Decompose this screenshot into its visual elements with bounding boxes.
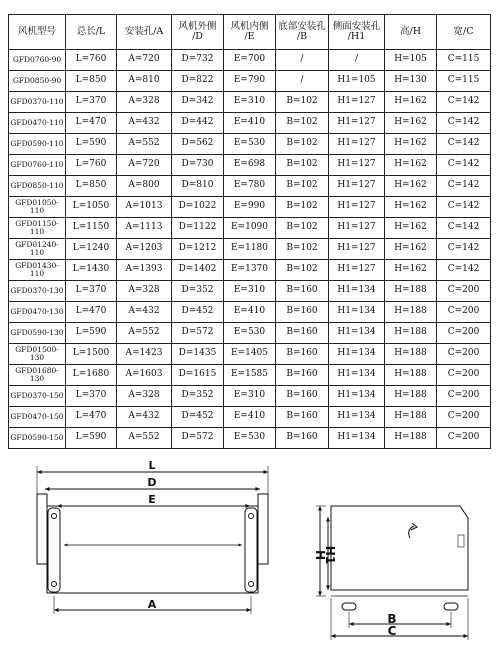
table-cell: L=760 (66, 155, 117, 176)
label-H: H (313, 549, 327, 561)
table-cell: E=310 (224, 92, 276, 113)
model-cell: GFD01500-130 (9, 344, 66, 365)
table-cell: L=590 (66, 134, 117, 155)
left-flange (37, 494, 47, 564)
table-cell: D=732 (172, 50, 224, 71)
table-row (9, 344, 491, 365)
table-cell: H1=134 (329, 386, 385, 407)
table-cell: B=160 (276, 386, 329, 407)
model-cell: GFD0470-130 (9, 302, 66, 323)
table-cell: D=562 (172, 134, 224, 155)
side-outline (331, 506, 468, 590)
table-cell: C=142 (437, 218, 491, 239)
table-cell: A=1393 (117, 260, 172, 281)
table-cell: E=310 (224, 281, 276, 302)
table-cell: D=1212 (172, 239, 224, 260)
right-end-plate (245, 508, 257, 592)
table-cell: L=1050 (66, 197, 117, 218)
table-cell: D=352 (172, 386, 224, 407)
table-cell: H1=127 (329, 113, 385, 134)
table-cell: H=188 (385, 302, 437, 323)
table-row (9, 197, 491, 218)
table-cell: L=850 (66, 176, 117, 197)
label-D: D (147, 476, 157, 489)
fan-body (47, 506, 258, 593)
table-cell: L=850 (66, 71, 117, 92)
table-cell: A=720 (117, 50, 172, 71)
table-cell: C=142 (437, 197, 491, 218)
table-cell: A=1203 (117, 239, 172, 260)
table-cell: A=1603 (117, 365, 172, 386)
column-header: 底部安装孔 /B (276, 15, 329, 50)
table-cell: B=102 (276, 113, 329, 134)
table-row (9, 302, 491, 323)
table-cell: H=162 (385, 92, 437, 113)
model-cell: GFD0370-130 (9, 281, 66, 302)
table-cell: H=162 (385, 260, 437, 281)
foot-slot (342, 603, 356, 610)
label-C: C (387, 624, 397, 638)
table-row (9, 281, 491, 302)
table-cell: C=142 (437, 134, 491, 155)
table-cell: D=572 (172, 323, 224, 344)
table-row (9, 365, 491, 386)
table-cell: D=452 (172, 302, 224, 323)
table-cell: B=160 (276, 281, 329, 302)
right-flange (258, 494, 268, 564)
table-cell: E=990 (224, 197, 276, 218)
model-cell: GFD0470-110 (9, 113, 66, 134)
table-cell: B=102 (276, 239, 329, 260)
model-cell: GFD01150-110 (9, 218, 66, 239)
table-row (9, 428, 491, 449)
table-cell: H1=134 (329, 323, 385, 344)
table-cell: H=188 (385, 365, 437, 386)
table-cell: C=115 (437, 50, 491, 71)
table-cell: E=700 (224, 50, 276, 71)
table-cell: H=162 (385, 155, 437, 176)
column-header: 安装孔/A (117, 15, 172, 50)
table-cell: L=370 (66, 386, 117, 407)
model-cell: GFD01240-110 (9, 239, 66, 260)
table-row (9, 92, 491, 113)
table-cell: D=1435 (172, 344, 224, 365)
table-cell: B=160 (276, 407, 329, 428)
table-cell: D=1122 (172, 218, 224, 239)
table-cell: E=1405 (224, 344, 276, 365)
table-cell: B=160 (276, 344, 329, 365)
table-cell: H1=127 (329, 197, 385, 218)
table-cell: L=1430 (66, 260, 117, 281)
model-cell: GFD0370-110 (9, 92, 66, 113)
table-cell: E=1180 (224, 239, 276, 260)
table-cell: D=342 (172, 92, 224, 113)
table-cell: C=142 (437, 92, 491, 113)
table-cell: H1=134 (329, 365, 385, 386)
table-cell: C=200 (437, 428, 491, 449)
mount-hole (52, 582, 57, 587)
table-row (9, 134, 491, 155)
table-cell: E=530 (224, 323, 276, 344)
table-cell: H=162 (385, 218, 437, 239)
table-cell: D=442 (172, 113, 224, 134)
model-cell: GFD0470-150 (9, 407, 66, 428)
label-H1: H1 (323, 545, 337, 565)
model-cell: GFD0850-110 (9, 176, 66, 197)
table-cell: B=102 (276, 134, 329, 155)
table-row (9, 176, 491, 197)
table-cell: L=470 (66, 407, 117, 428)
table-cell: A=800 (117, 176, 172, 197)
left-end-plate (48, 508, 60, 592)
table-cell: A=1423 (117, 344, 172, 365)
table-cell: D=572 (172, 428, 224, 449)
table-cell: H1=127 (329, 260, 385, 281)
table-row (9, 323, 491, 344)
table-cell: C=200 (437, 281, 491, 302)
table-cell: D=822 (172, 71, 224, 92)
table-cell: C=200 (437, 386, 491, 407)
model-cell: GFD0850-90 (9, 71, 66, 92)
label-B: B (387, 612, 397, 626)
mount-hole (249, 514, 254, 519)
table-row (9, 386, 491, 407)
table-cell: A=432 (117, 302, 172, 323)
table-cell: D=1402 (172, 260, 224, 281)
table-cell: H1=127 (329, 155, 385, 176)
table-cell: H1=127 (329, 176, 385, 197)
table-cell: E=530 (224, 428, 276, 449)
table-cell: L=1240 (66, 239, 117, 260)
table-cell: B=102 (276, 176, 329, 197)
table-cell: L=370 (66, 92, 117, 113)
model-cell: GFD0590-150 (9, 428, 66, 449)
table-cell: H1=134 (329, 428, 385, 449)
table-cell: D=1022 (172, 197, 224, 218)
table-cell: / (329, 50, 385, 71)
table-cell: H1=105 (329, 71, 385, 92)
column-header: 总长/L (66, 15, 117, 50)
table-cell: B=102 (276, 92, 329, 113)
table-cell: B=102 (276, 197, 329, 218)
table-cell: E=1090 (224, 218, 276, 239)
table-cell: H=162 (385, 113, 437, 134)
table-cell: H=105 (385, 50, 437, 71)
table-cell: L=470 (66, 113, 117, 134)
table-cell: L=1150 (66, 218, 117, 239)
table-cell: H=188 (385, 428, 437, 449)
dimension-drawing (0, 458, 496, 651)
table-row (9, 71, 491, 92)
table-cell: L=470 (66, 302, 117, 323)
table-row (9, 218, 491, 239)
table-cell: L=590 (66, 428, 117, 449)
table-cell: C=200 (437, 302, 491, 323)
table-cell: / (276, 71, 329, 92)
side-tag (458, 535, 464, 547)
table-cell: D=730 (172, 155, 224, 176)
table-cell: H1=127 (329, 134, 385, 155)
table-cell: D=352 (172, 281, 224, 302)
table-cell: H=188 (385, 281, 437, 302)
table-cell: E=790 (224, 71, 276, 92)
table-cell: C=200 (437, 323, 491, 344)
table-cell: H=188 (385, 386, 437, 407)
table-cell: B=102 (276, 260, 329, 281)
table-cell: H1=127 (329, 239, 385, 260)
table-cell: E=530 (224, 134, 276, 155)
table-cell: A=432 (117, 407, 172, 428)
table-cell: H=188 (385, 323, 437, 344)
table-row (9, 239, 491, 260)
table-cell: A=1013 (117, 197, 172, 218)
table-row (9, 113, 491, 134)
table-cell: D=1615 (172, 365, 224, 386)
table-cell: H=162 (385, 134, 437, 155)
table-cell: L=760 (66, 50, 117, 71)
label-E: E (148, 493, 156, 506)
table-cell: H1=127 (329, 92, 385, 113)
label-L: L (148, 459, 156, 472)
model-cell: GFD0590-110 (9, 134, 66, 155)
table-cell: A=552 (117, 428, 172, 449)
table-cell: C=200 (437, 344, 491, 365)
column-header: 风机型号 (9, 15, 66, 50)
table-cell: L=1680 (66, 365, 117, 386)
table-cell: A=432 (117, 113, 172, 134)
table-cell: H=162 (385, 197, 437, 218)
column-header: 风机内侧 /E (224, 15, 276, 50)
table-row (9, 155, 491, 176)
table-cell: H1=127 (329, 218, 385, 239)
table-cell: E=1370 (224, 260, 276, 281)
model-cell: GFD0370-150 (9, 386, 66, 407)
column-header: 宽/C (437, 15, 491, 50)
table-cell: B=102 (276, 218, 329, 239)
model-cell: GFD0590-130 (9, 323, 66, 344)
mount-hole (52, 514, 57, 519)
column-header: 高/H (385, 15, 437, 50)
table-cell: H1=134 (329, 407, 385, 428)
header-row (9, 15, 491, 50)
column-header: 风机外侧 /D (172, 15, 224, 50)
table-row (9, 50, 491, 71)
table-body (9, 50, 491, 449)
table-cell: B=160 (276, 323, 329, 344)
table-cell: E=1585 (224, 365, 276, 386)
table-cell: A=328 (117, 281, 172, 302)
model-cell: GFD0760-90 (9, 50, 66, 71)
table-row (9, 260, 491, 281)
model-cell: GFD0760-110 (9, 155, 66, 176)
model-cell: GFD01680-130 (9, 365, 66, 386)
table-cell: H1=134 (329, 281, 385, 302)
table-cell: E=310 (224, 386, 276, 407)
table-cell: C=142 (437, 176, 491, 197)
table-cell: E=410 (224, 113, 276, 134)
table-cell: A=810 (117, 71, 172, 92)
table-cell: C=142 (437, 113, 491, 134)
table-cell: E=410 (224, 407, 276, 428)
table-cell: B=160 (276, 365, 329, 386)
mount-hole (249, 582, 254, 587)
table-cell: C=115 (437, 71, 491, 92)
table-row (9, 407, 491, 428)
column-header: 侧面安装孔 /H1 (329, 15, 385, 50)
table-cell: C=200 (437, 407, 491, 428)
table-cell: A=552 (117, 134, 172, 155)
table-cell: B=160 (276, 302, 329, 323)
table-cell: C=142 (437, 260, 491, 281)
table-cell: L=1500 (66, 344, 117, 365)
table-cell: C=142 (437, 155, 491, 176)
table-cell: H1=134 (329, 302, 385, 323)
table-cell: H=130 (385, 71, 437, 92)
table-cell: B=160 (276, 428, 329, 449)
foot-slot (444, 603, 458, 610)
table-cell: E=780 (224, 176, 276, 197)
table-cell: / (276, 50, 329, 71)
table-cell: A=720 (117, 155, 172, 176)
label-A: A (147, 598, 157, 611)
rotation-arrow-icon (409, 523, 417, 538)
table-cell: A=1113 (117, 218, 172, 239)
table-cell: B=102 (276, 155, 329, 176)
model-cell: GFD01050-110 (9, 197, 66, 218)
table-cell: C=200 (437, 365, 491, 386)
spec-table (8, 14, 491, 449)
table-cell: H=162 (385, 239, 437, 260)
table-cell: H=188 (385, 344, 437, 365)
model-cell: GFD01430-110 (9, 260, 66, 281)
table-cell: A=328 (117, 386, 172, 407)
table-cell: D=810 (172, 176, 224, 197)
front-view-labels (147, 459, 156, 611)
table-cell: E=410 (224, 302, 276, 323)
table-cell: L=590 (66, 323, 117, 344)
table-cell: E=698 (224, 155, 276, 176)
table-cell: L=370 (66, 281, 117, 302)
table-cell: A=328 (117, 92, 172, 113)
table-cell: D=452 (172, 407, 224, 428)
table-cell: H=162 (385, 176, 437, 197)
table-cell: C=142 (437, 239, 491, 260)
table-cell: H=188 (385, 407, 437, 428)
table-cell: H1=134 (329, 344, 385, 365)
table-cell: A=552 (117, 323, 172, 344)
